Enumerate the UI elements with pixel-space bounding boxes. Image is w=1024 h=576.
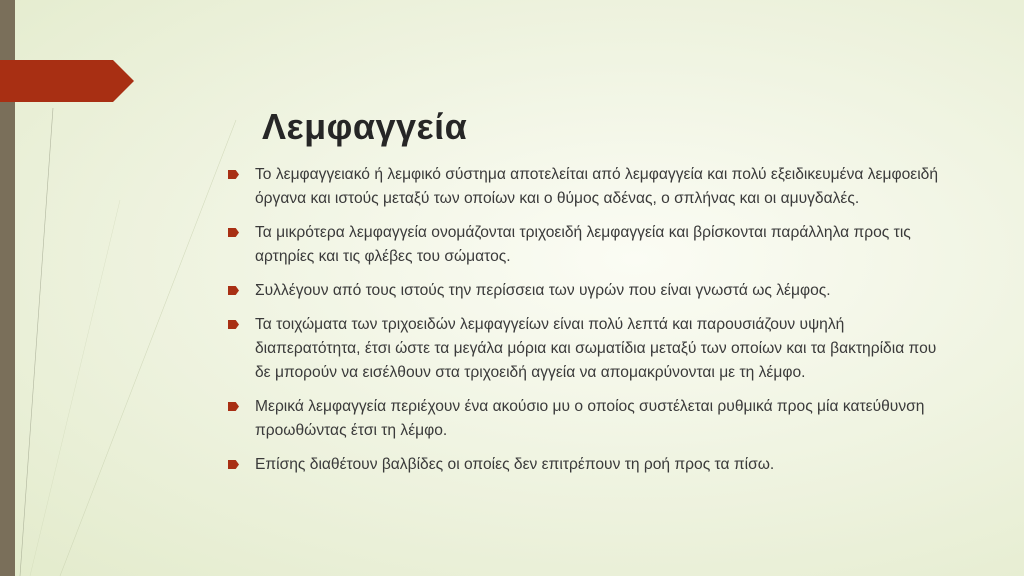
arrow-bullet-icon	[228, 460, 239, 469]
bullet-item	[228, 279, 948, 303]
bullet-text: Το λεμφαγγειακό ή λεμφικό σύστημα αποτελείται από λεμφαγγεία και πολύ εξειδικευμένα λεμφοειδή όργανα και ιστούς μεταξύ των οποίων και ο θύμος αδένας, ο σπλήνας και οι αμυγδαλές.	[255, 166, 939, 207]
bullet-item	[228, 221, 948, 269]
arrow-bullet-icon	[228, 286, 239, 295]
bullet-item	[228, 395, 948, 443]
arrow-bullet-icon	[228, 320, 239, 329]
bullet-text: Μερικά λεμφαγγεία περιέχουν ένα ακούσιο μυ ο οποίος συστέλεται ρυθμικά προς μία κατεύθυνση προωθώντας έτσι τη λέμφο.	[255, 398, 925, 439]
arrow-bullet-icon	[228, 228, 239, 237]
bullet-list	[228, 163, 948, 487]
arrow-bullet-icon	[228, 402, 239, 411]
bullet-item	[228, 163, 948, 211]
bullet-text: Τα μικρότερα λεμφαγγεία ονομάζονται τριχοειδή λεμφαγγεία και βρίσκονται παράλληλα προς τις αρτηρίες και τις φλέβες του σώματος.	[255, 224, 911, 265]
slide-title: Λεμφαγγεία	[262, 106, 468, 147]
bullet-text: Τα τοιχώματα των τριχοειδών λεμφαγγείων είναι πολύ λεπτά και παρουσιάζουν υψηλή διαπερατότητα, έτσι ώστε τα μεγάλα μόρια και σωματίδια μεταξύ των οποίων και τα βακτηρίδια που δε μπορούν να εισέλθουν στα τριχοειδή αγγεία να απομακρύνονται με τη λέμφο.	[255, 316, 937, 381]
bullet-text: Συλλέγουν από τους ιστούς την περίσσεια των υγρών που είναι γνωστά ως λέμφος.	[255, 282, 831, 299]
bullet-text: Επίσης διαθέτουν βαλβίδες οι οποίες δεν επιτρέπουν τη ροή προς τα πίσω.	[255, 456, 775, 473]
bullet-item	[228, 313, 948, 385]
title-arrow-shape	[0, 60, 134, 102]
arrow-bullet-icon	[228, 170, 239, 179]
bullet-item	[228, 453, 948, 477]
